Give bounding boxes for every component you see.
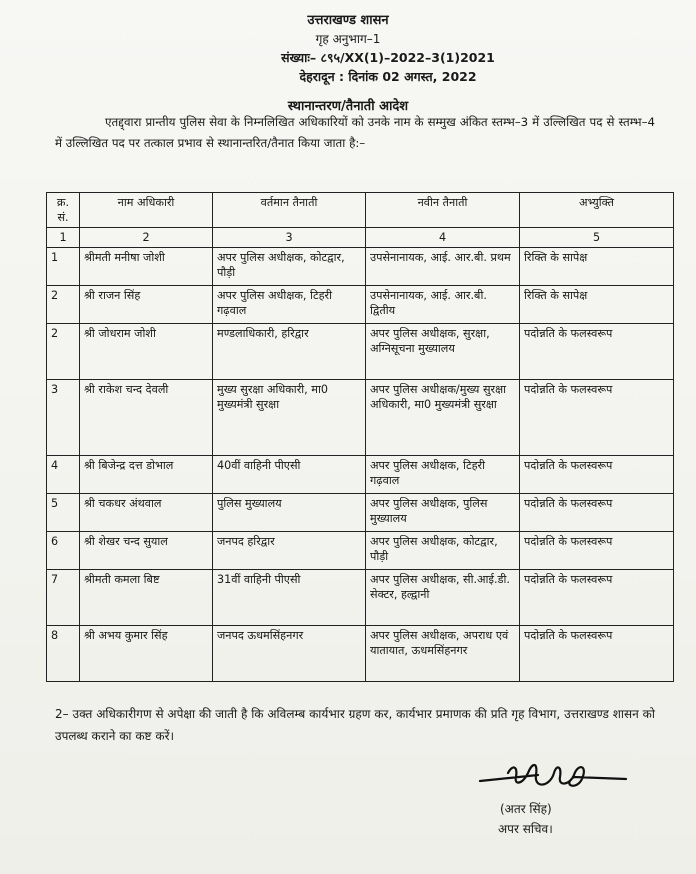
signatory-name: (अतर सिंह) [500, 802, 552, 816]
cell-remark: पदोन्नति के फलस्वरूप [520, 494, 674, 532]
cell-sn: 7 [47, 570, 80, 626]
cell-current: मण्डलाधिकारी, हरिद्वार [213, 324, 366, 380]
signature-icon [478, 755, 628, 795]
cell-sn: 1 [47, 248, 80, 286]
cell-name: श्री चकधर अंथवाल [80, 494, 213, 532]
cell-remark: पदोन्नति के फलस्वरूप [520, 456, 674, 494]
cell-name: श्री राकेश चन्द देवली [80, 380, 213, 456]
header-remark: अभ्युक्ति [520, 193, 674, 228]
table-header-row [47, 193, 674, 228]
signatory-post: अपर सचिव। [498, 822, 553, 836]
cell-sn: 2 [47, 324, 80, 380]
cell-remark: पदोन्नति के फलस्वरूप [520, 324, 674, 380]
table-row [47, 532, 674, 570]
cell-current: जनपद हरिद्वार [213, 532, 366, 570]
cell-remark: पदोन्नति के फलस्वरूप [520, 570, 674, 626]
cell-remark: रिक्ति के सापेक्ष [520, 286, 674, 324]
table-row [47, 456, 674, 494]
header-sn: क्र. सं. [47, 193, 80, 228]
cell-remark: पदोन्नति के फलस्वरूप [520, 380, 674, 456]
cell-current: मुख्य सुरक्षा अधिकारी, मा0 मुख्यमंत्री सुरक्षा [213, 380, 366, 456]
intro-paragraph: एतद्द्वारा प्रान्तीय पुलिस सेवा के निम्नलिखित अधिकारियों को उनके नाम के सम्मुख अंकित स्तम्भ–3 में उल्लिखित पद से स्तम्भ–4 में उल्लिखित पद पर तत्काल प्रभाव से स्थानान्तरित/तैनात किया जाता है:– [55, 115, 655, 150]
order-subject: स्थानान्तरण/तैनाती आदेश [287, 99, 409, 114]
cell-new: अपर पुलिस अधीक्षक, अपराध एवं यातायात, ऊधमसिंहनगर [366, 626, 520, 682]
footer-paragraph: 2– उक्त अधिकारीगण से अपेक्षा की जाती है कि अविलम्ब कार्यभार ग्रहण कर, कार्यभार प्रमाणक की प्रति गृह विभाग, उत्तराखण्ड शासन को उपलब्ध कराने का कष्ट करें। [55, 707, 655, 743]
cell-name: श्री जोधराम जोशी [80, 324, 213, 380]
cell-current: जनपद ऊधमसिंहनगर [213, 626, 366, 682]
table-row [47, 626, 674, 682]
department: गृह अनुभाग–1 [315, 32, 381, 46]
table-row [47, 380, 674, 456]
cell-new: अपर पुलिस अधीक्षक, सी.आई.डी. सेक्टर, हल्द्वानी [366, 570, 520, 626]
table-row [47, 286, 674, 324]
cell-name: श्री अभय कुमार सिंह [80, 626, 213, 682]
cell-new: उपसेनानायक, आई. आर.बी. प्रथम [366, 248, 520, 286]
cell-sn: 4 [47, 456, 80, 494]
cell-remark: पदोन्नति के फलस्वरूप [520, 626, 674, 682]
cell-name: श्री बिजेन्द्र दत्त डोभाल [80, 456, 213, 494]
cell-sn: 6 [47, 532, 80, 570]
cell-remark: पदोन्नति के फलस्वरूप [520, 532, 674, 570]
col-number: 5 [520, 228, 674, 248]
govt-title: उत्तराखण्ड शासन [307, 13, 389, 28]
cell-current: अपर पुलिस अधीक्षक, कोटद्वार, पौड़ी [213, 248, 366, 286]
cell-current: पुलिस मुख्यालय [213, 494, 366, 532]
header-name: नाम अधिकारी [80, 193, 213, 228]
cell-new: अपर पुलिस अधीक्षक, पुलिस मुख्यालय [366, 494, 520, 532]
col-number: 1 [47, 228, 80, 248]
order-date: देहरादून : दिनांक 02 अगस्त, 2022 [299, 69, 477, 84]
cell-name: श्री राजन सिंह [80, 286, 213, 324]
cell-new: उपसेनानायक, आई. आर.बी. द्वितीय [366, 286, 520, 324]
column-number-row [47, 228, 674, 248]
cell-sn: 5 [47, 494, 80, 532]
cell-name: श्रीमती कमला बिष्ट [80, 570, 213, 626]
col-number: 2 [80, 228, 213, 248]
cell-new: अपर पुलिस अधीक्षक, टिहरी गढ़वाल [366, 456, 520, 494]
table-row [47, 570, 674, 626]
cell-sn: 3 [47, 380, 80, 456]
cell-new: अपर पुलिस अधीक्षक/मुख्य सुरक्षा अधिकारी, मा0 मुख्यमंत्री सुरक्षा [366, 380, 520, 456]
cell-name: श्रीमती मनीषा जोशी [80, 248, 213, 286]
order-number: संख्याः– ८९५/XX(1)–2022–3(1)2021 [281, 50, 495, 65]
header-current: वर्तमान तैनाती [213, 193, 366, 228]
transfer-table [46, 192, 674, 682]
table-row [47, 494, 674, 532]
cell-current: अपर पुलिस अधीक्षक, टिहरी गढ़वाल [213, 286, 366, 324]
cell-remark: रिक्ति के सापेक्ष [520, 248, 674, 286]
cell-new: अपर पुलिस अधीक्षक, सुरक्षा, अग्निसूचना मुख्यालय [366, 324, 520, 380]
cell-sn: 2 [47, 286, 80, 324]
table-row [47, 248, 674, 286]
table-row [47, 324, 674, 380]
cell-current: 40वीं वाहिनी पीएसी [213, 456, 366, 494]
col-number: 3 [213, 228, 366, 248]
cell-current: 31वीं वाहिनी पीएसी [213, 570, 366, 626]
cell-new: अपर पुलिस अधीक्षक, कोटद्वार, पौड़ी [366, 532, 520, 570]
cell-name: श्री शेखर चन्द सुयाल [80, 532, 213, 570]
col-number: 4 [366, 228, 520, 248]
cell-sn: 8 [47, 626, 80, 682]
header-new: नवीन तैनाती [366, 193, 520, 228]
